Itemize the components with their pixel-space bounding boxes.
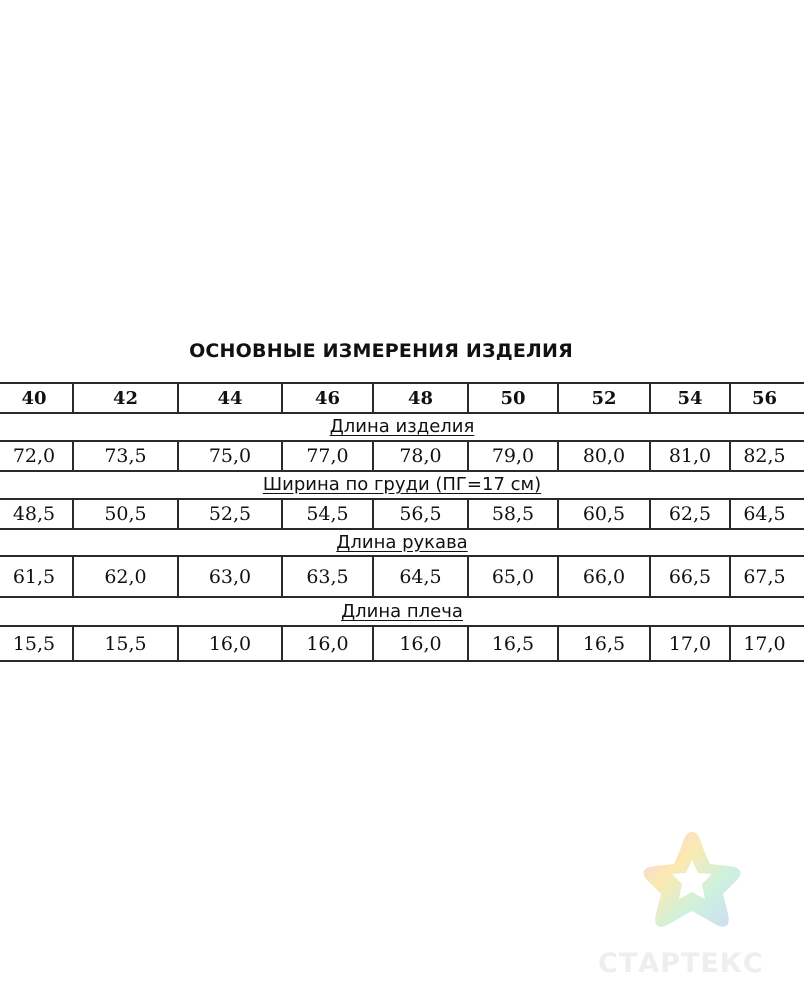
value-cell: 16,0 (281, 627, 372, 660)
value-cell: 67,5 (729, 557, 798, 596)
value-cell: 64,5 (729, 500, 798, 528)
star-logo-icon (636, 826, 748, 938)
value-cell: 79,0 (467, 442, 557, 470)
size-cell: 46 (281, 384, 372, 412)
size-cell: 56 (729, 384, 798, 412)
section-label-chest-width: Ширина по груди (ПГ=17 см) (262, 474, 542, 495)
value-cell: 17,0 (649, 627, 729, 660)
section-label-length: Длина изделия (329, 416, 475, 437)
value-cell: 72,0 (12, 445, 56, 467)
value-row-sleeve-length (0, 555, 804, 598)
value-cell: 73,5 (72, 442, 177, 470)
value-cell: 63,0 (177, 557, 281, 596)
value-cell: 65,0 (467, 557, 557, 596)
value-cell: 82,5 (729, 442, 798, 470)
size-header-row (0, 382, 804, 414)
size-cell: 54 (649, 384, 729, 412)
value-row-shoulder-length (0, 625, 804, 662)
value-cell: 16,0 (177, 627, 281, 660)
size-cell: 40 (21, 387, 47, 409)
value-cell: 48,5 (12, 503, 56, 525)
value-cell: 16,5 (467, 627, 557, 660)
value-cell: 66,5 (649, 557, 729, 596)
value-cell: 15,5 (72, 627, 177, 660)
watermark-text: СТАРТЕКС (598, 948, 764, 979)
value-row-chest-width (0, 498, 804, 530)
value-cell: 81,0 (649, 442, 729, 470)
value-cell: 64,5 (372, 557, 467, 596)
section-label-sleeve-length: Длина рукава (336, 532, 468, 553)
value-cell: 77,0 (281, 442, 372, 470)
value-cell: 15,5 (12, 632, 56, 655)
value-cell: 56,5 (372, 500, 467, 528)
value-cell: 16,5 (557, 627, 649, 660)
value-cell: 17,0 (729, 627, 798, 660)
size-cell: 42 (72, 384, 177, 412)
value-cell: 62,0 (72, 557, 177, 596)
value-cell: 80,0 (557, 442, 649, 470)
value-cell: 58,5 (467, 500, 557, 528)
value-row-length (0, 440, 804, 472)
value-cell: 66,0 (557, 557, 649, 596)
value-cell: 61,5 (12, 565, 56, 588)
value-cell: 52,5 (177, 500, 281, 528)
value-cell: 78,0 (372, 442, 467, 470)
page-title: ОСНОВНЫЕ ИЗМЕРЕНИЯ ИЗДЕЛИЯ (189, 340, 573, 362)
size-cell: 44 (177, 384, 281, 412)
size-cell: 50 (467, 384, 557, 412)
section-label-shoulder-length: Длина плеча (341, 601, 463, 622)
value-cell: 63,5 (281, 557, 372, 596)
value-cell: 16,0 (372, 627, 467, 660)
value-cell: 62,5 (649, 500, 729, 528)
size-cell: 52 (557, 384, 649, 412)
value-cell: 54,5 (281, 500, 372, 528)
value-cell: 50,5 (72, 500, 177, 528)
value-cell: 75,0 (177, 442, 281, 470)
size-cell: 48 (372, 384, 467, 412)
value-cell: 60,5 (557, 500, 649, 528)
